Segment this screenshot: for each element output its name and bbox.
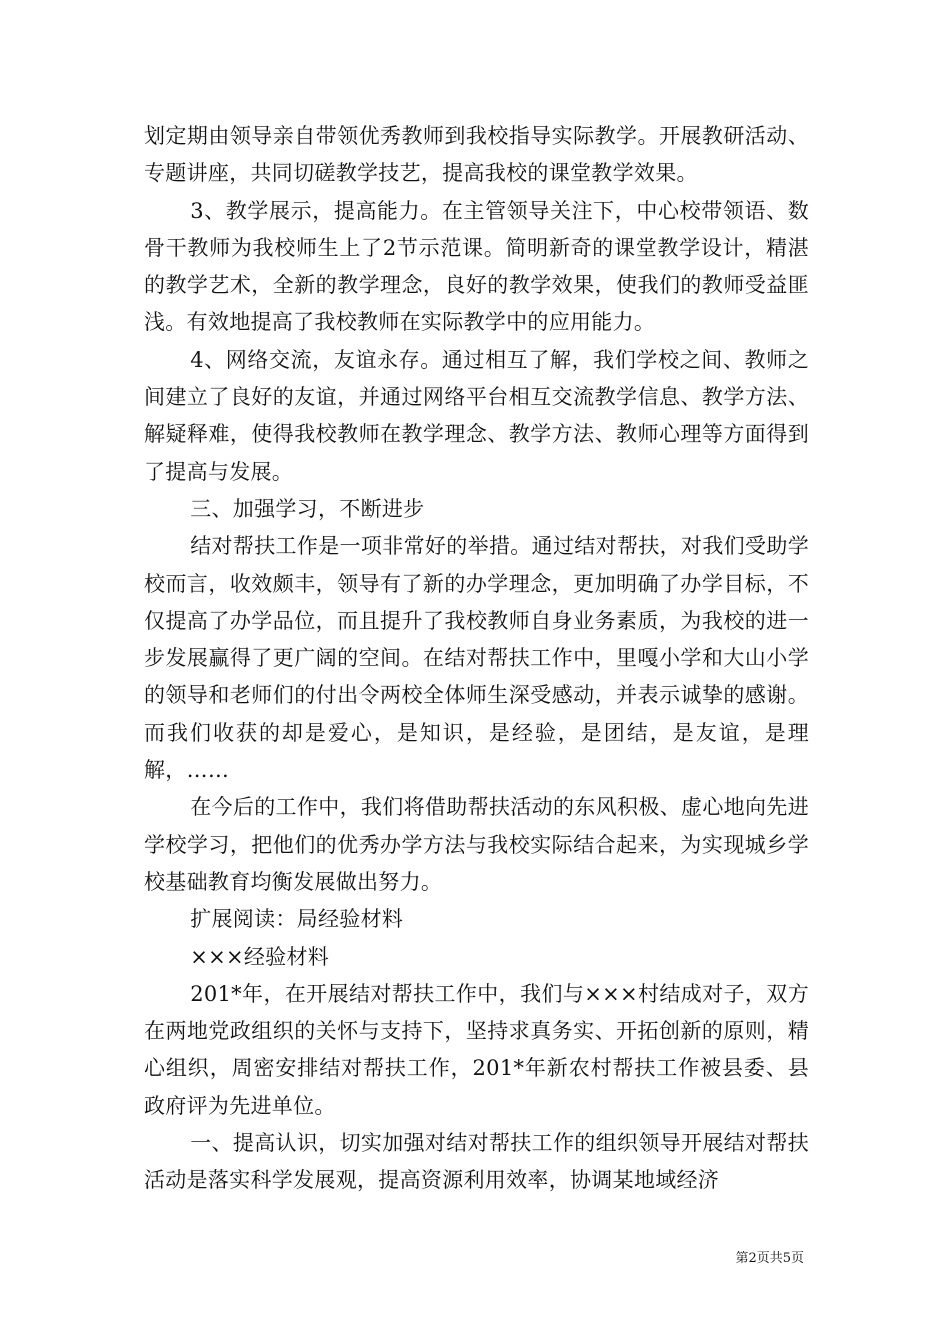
section-heading-3: 三、加强学习，不断进步 — [190, 496, 425, 521]
page-number-footer: 第2页共5页 — [735, 1251, 804, 1266]
paragraph-6: 在今后的工作中，我们将借助帮扶活动的东风积极、虚心地向先进学校学习，把他们的优秀办学方法与我校实际结合起来，为实现城乡学校基础教育均衡发展做出努力。 — [144, 795, 809, 894]
paragraph-9: 201*年，在开展结对帮扶工作中，我们与×××村结成对子，双方在两地党政组织的关怀与支持下，坚持求真务实、开拓创新的原则，精心组织，周密安排结对帮扶工作，201*年新农村帮扶工作被县委、县政府评为先进单位。 — [144, 981, 809, 1118]
paragraph-3: 4、网络交流，友谊永存。通过相互了解，我们学校之间、教师之间建立了良好的友谊，并通过网络平台相互交流教学信息、教学方法、解疑释难，使得我校教师在教学理念、教学方法、教师心理等方面得到了提高与发展。 — [144, 347, 809, 484]
document-body — [144, 118, 809, 1200]
paragraph-2: 3、教学展示，提高能力。在主管领导关注下，中心校带领语、数骨干教师为我校师生上了2节示范课。简明新奇的课堂教学设计，精湛的教学艺术，全新的教学理念，良好的教学效果，使我们的教师受益匪浅。有效地提高了我校教师在实际教学中的应用能力。 — [144, 198, 809, 335]
extended-reading-heading: 扩展阅读：局经验材料 — [190, 907, 404, 932]
paragraph-1: 划定期由领导亲自带领优秀教师到我校指导实际教学。开展教研活动、专题讲座，共同切磋教学技艺，提高我校的课堂教学效果。 — [144, 124, 809, 186]
material-title: ×××经验材料 — [190, 944, 330, 969]
paragraph-10: 一、提高认识，切实加强对结对帮扶工作的组织领导开展结对帮扶活动是落实科学发展观，提高资源利用效率，协调某地域经济 — [144, 1131, 809, 1193]
paragraph-5: 结对帮扶工作是一项非常好的举措。通过结对帮扶，对我们受助学校而言，收效颇丰，领导有了新的办学理念，更加明确了办学目标，不仅提高了办学品位，而且提升了我校教师自身业务素质，为我校的进一步发展赢得了更广阔的空间。在结对帮扶工作中，里嘎小学和大山小学的领导和老师们的付出令两校全体师生深受感动，并表示诚挚的感谢。而我们收获的却是爱心，是知识，是经验，是团结，是友谊，是理解，…… — [144, 534, 809, 783]
